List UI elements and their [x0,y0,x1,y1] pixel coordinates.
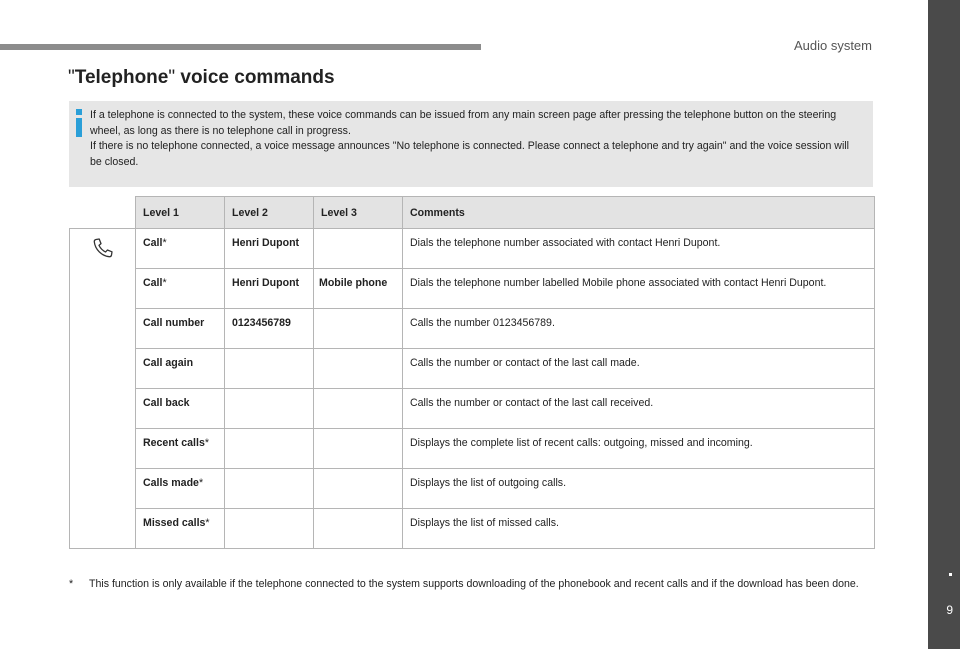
level-1-cell [136,389,225,429]
table-row [70,429,875,469]
info-icon [74,109,84,137]
comment-cell: Displays the list of missed calls. [403,509,875,549]
voice-commands-table [69,196,875,549]
level-1-cell [136,229,225,269]
title-open-quote: " [68,67,75,88]
comment-cell: Displays the list of outgoing calls. [403,469,875,509]
level-1-cell [136,269,225,309]
title-rest: voice commands [175,67,335,88]
telephone-handset-icon [91,236,115,260]
comment-cell: Calls the number or contact of the last call received. [403,389,875,429]
level-1-cell [136,469,225,509]
level-2-cell [225,349,314,389]
table-row [70,509,875,549]
telephone-icon-cell [70,229,136,549]
level-3-cell [314,309,403,349]
title-close-quote: " [168,67,176,88]
level-2-cell [225,469,314,509]
page-number: 9 [946,603,953,617]
level-2-cell: 0123456789 [225,309,314,349]
asterisk-marker: * [198,477,204,489]
level-3-cell [314,469,403,509]
table-row [70,389,875,429]
header-comments: Comments [403,197,875,229]
info-box [69,101,873,187]
header-level-2: Level 2 [225,197,314,229]
level-2-cell [225,509,314,549]
level-1-text: Call back [143,397,190,409]
comment-cell: Calls the number or contact of the last call made. [403,349,875,389]
asterisk-marker: * [205,517,210,529]
comment-cell: Calls the number 0123456789. [403,309,875,349]
footnote-marker: * [69,578,74,590]
footnote-text: This function is only available if the telephone connected to the system supports downloading of the phonebook and recent calls and if the download has been done. [89,578,859,590]
table-row [70,229,875,269]
level-1-cell [136,349,225,389]
info-paragraph-2: If there is no telephone connected, a voice message announces "No telephone is connected. Please connect a telephone and try again" and the voice session will be closed. [90,140,849,168]
level-1-text: Missed calls [143,517,206,529]
level-1-text: Call number [143,317,205,329]
side-marker [949,573,952,576]
level-1-cell [136,429,225,469]
table-row [70,349,875,389]
level-3-cell [314,349,403,389]
level-1-text: Call again [143,357,194,369]
header-level-1: Level 1 [136,197,225,229]
level-3-cell: Mobile phone [314,269,403,309]
level-1-text: Calls made [143,477,199,489]
info-paragraph-1: If a telephone is connected to the system, these voice commands can be issued from any main screen page after pressing the telephone button on the steering wheel, as long as there is no telephone call in progress. [90,109,837,137]
header-rule [0,44,481,50]
asterisk-marker: * [162,277,167,289]
level-1-text: Call [143,277,163,289]
level-2-cell: Henri Dupont [225,269,314,309]
level-1-text: Call [143,237,163,249]
level-3-cell [314,229,403,269]
table-row [70,309,875,349]
page-title [68,67,335,89]
header-level-3: Level 3 [314,197,403,229]
asterisk-marker: * [204,437,209,449]
side-strip [928,0,960,649]
table-row [70,469,875,509]
table-header-row [70,197,875,229]
level-3-cell [314,389,403,429]
header-blank-cell [70,197,136,229]
level-3-cell [314,509,403,549]
table-row [70,269,875,309]
level-1-text: Recent calls [143,437,205,449]
comment-cell: Displays the complete list of recent calls: outgoing, missed and incoming. [403,429,875,469]
level-3-cell [314,429,403,469]
comment-cell: Dials the telephone number associated with contact Henri Dupont. [403,229,875,269]
level-2-cell: Henri Dupont [225,229,314,269]
comment-cell: Dials the telephone number labelled Mobile phone associated with contact Henri Dupont. [403,269,875,309]
level-2-cell [225,429,314,469]
asterisk-marker: * [162,237,167,249]
section-label: Audio system [793,38,872,53]
level-1-cell [136,509,225,549]
level-1-cell [136,309,225,349]
title-word: Telephone [74,67,169,88]
footnote [69,577,877,593]
level-2-cell [225,389,314,429]
